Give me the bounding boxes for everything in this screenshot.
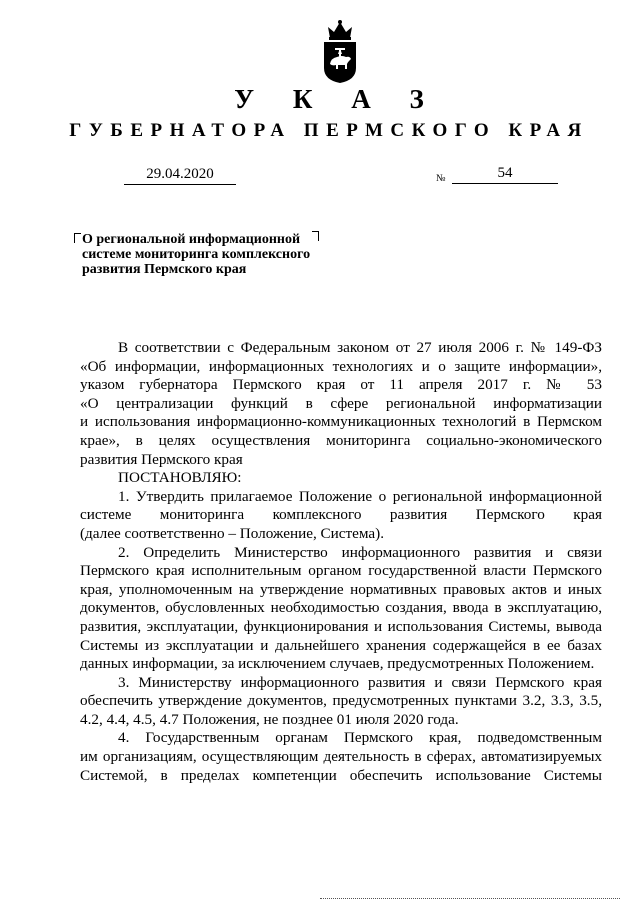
body-line: указом губернатора Пермского края от 11 апреля 2017 г. № 53 [80, 376, 602, 394]
body-line: «О централизации функций в сфере региональной информатизации [80, 394, 602, 412]
item-4-line: 4. Государственным органам Пермского края, подведомственным [118, 729, 602, 747]
item-1-line: (далее соответственно – Положение, Система). [80, 524, 385, 542]
item-2-line: Пермского края исполнительным органом государственной власти Пермского [80, 562, 602, 580]
decree-subject [82, 232, 352, 277]
item-1-line: системе мониторинга комплексного развития Пермского края [80, 506, 602, 524]
item-2-line: 2. Определить Министерство информационного развития и связи [118, 543, 602, 561]
item-3-line: обеспечить утверждение документов, предусмотренных пунктами 3.2, 3.3, 3.5, [80, 692, 602, 710]
item-4-line: Системой, в пределах компетенции обеспечить использование Системы [80, 766, 602, 784]
body-line: крае», в целях осуществления мониторинга социально-экономического [80, 431, 602, 449]
document-title: У К А З [234, 84, 440, 114]
body-line: и использования информационно-коммуникационных технологий в Пермском [80, 413, 602, 431]
decree-word: ПОСТАНОВЛЯЮ: [118, 469, 242, 487]
number-underline [452, 183, 558, 184]
subject-line: развития Пермского края [82, 262, 247, 277]
number-sign: № [436, 173, 446, 184]
item-1-line: 1. Утвердить прилагаемое Положение о региональной информационной [118, 487, 602, 505]
item-2-line: Системы из эксплуатации и дальнейшего хранения содержащейся в ее базах [80, 636, 602, 654]
item-2-line: документов, обусловленных необходимостью создания, ввода в эксплуатацию, [80, 599, 602, 617]
item-2-line: развития, эксплуатации, функционирования и использования Системы, вывода [80, 617, 602, 635]
body-line: В соответствии с Федеральным законом от 27 июля 2006 г. № 149-ФЗ [118, 339, 602, 356]
body-line: развития Пермского края [80, 450, 243, 468]
item-3-line: 4.2, 4.4, 4.5, 4.7 Положения, не позднее 01 июля 2020 года. [80, 710, 459, 728]
scan-artifact-dots [320, 898, 620, 900]
item-3-line: 3. Министерству информационного развития и связи Пермского края [118, 673, 602, 691]
subject-line: О региональной информационной [82, 232, 301, 247]
subject-line: системе мониторинга комплексного [82, 247, 311, 262]
coat-of-arms-icon [318, 18, 362, 84]
date-value: 29.04.2020 [124, 165, 236, 185]
body-line: «Об информации, информационных технологиях и о защите информации», [80, 357, 602, 375]
item-2-line: края, уполномоченным на утверждение нормативных правовых актов и иных [80, 580, 602, 598]
item-2-line: данных информации, за исключением случаев, предусмотренных Положением. [80, 655, 595, 673]
document-issuer: ГУБЕРНАТОРА ПЕРМСКОГО КРАЯ [69, 120, 589, 141]
decree-date [124, 165, 236, 185]
decree-body [80, 339, 602, 785]
number-value: 54 [497, 165, 513, 181]
item-4-line: им организациям, осуществляющим деятельность в сферах, автоматизируемых [80, 748, 602, 766]
subject-bracket-left [74, 233, 81, 243]
